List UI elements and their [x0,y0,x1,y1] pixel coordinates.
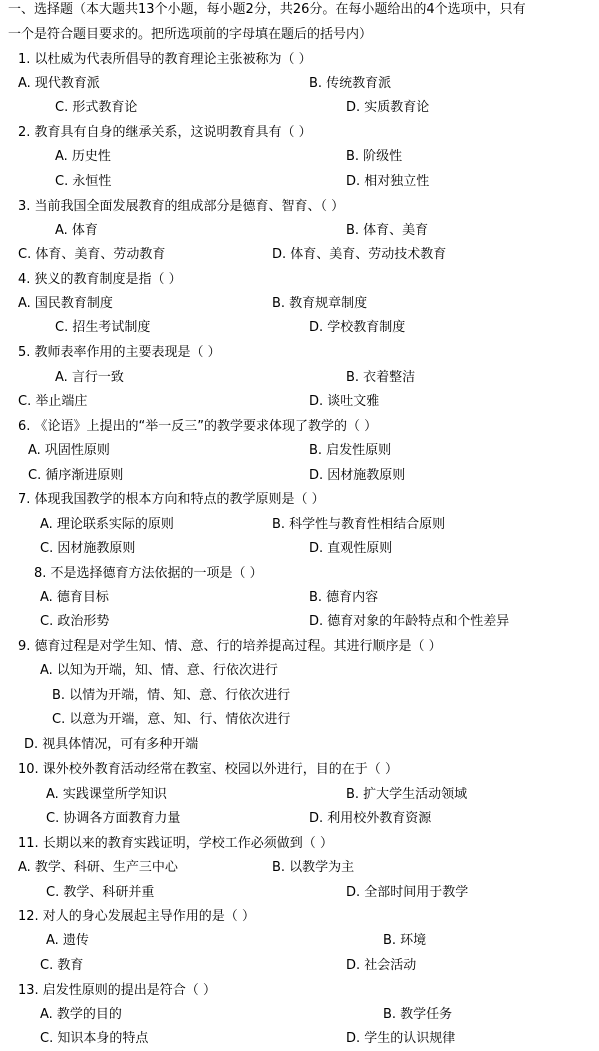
option-d: D. 因材施教原则 [309,468,406,483]
question-stem: 5. 教师表率作用的主要表现是（ ） [18,345,221,360]
section-header-line-1: 一、选择题（本大题共13个小题，每小题2分，共26分。在每小题给出的4个选项中，只有 [8,2,526,17]
option-d: D. 德育对象的年龄特点和个性差异 [309,614,510,629]
option-d: D. 视具体情况，可有多种开端 [24,737,199,752]
option-b: B. 教育规章制度 [272,296,368,311]
question-stem: 13. 启发性原则的提出是符合（ ） [18,983,216,998]
option-c: C. 循序渐进原则 [28,468,124,483]
option-a: A. 体育 [55,223,98,238]
option-b: B. 启发性原则 [309,443,392,458]
option-b: B. 阶级性 [346,149,403,164]
question-stem: 2. 教育具有自身的继承关系，这说明教育具有（ ） [18,125,312,140]
option-d: D. 直观性原则 [309,541,393,556]
question-stem: 10. 课外校外教育活动经常在教室、校园以外进行，目的在于（ ） [18,762,398,777]
option-a: A. 遗传 [46,933,89,948]
option-d: D. 利用校外教育资源 [309,811,432,826]
option-a: A. 教学、科研、生产三中心 [18,860,178,875]
option-d: D. 谈吐文雅 [309,394,380,409]
option-d: D. 体育、美育、劳动技术教育 [272,247,447,262]
option-b: B. 体育、美育 [346,223,429,238]
option-c: C. 举止端庄 [18,394,88,409]
option-a: A. 巩固性原则 [28,443,110,458]
option-a: A. 理论联系实际的原则 [40,517,174,532]
option-c: C. 以意为开端，意、知、行、情依次进行 [52,712,291,727]
option-c: C. 因材施教原则 [40,541,136,556]
question-stem: 12. 对人的身心发展起主导作用的是（ ） [18,909,255,924]
option-d: D. 学生的认识规律 [346,1031,456,1046]
option-a: A. 国民教育制度 [18,296,113,311]
option-a: A. 实践课堂所学知识 [46,787,167,802]
option-a: A. 历史性 [55,149,111,164]
question-stem: 1. 以杜威为代表所倡导的教育理论主张被称为（ ） [18,52,312,67]
option-b: B. 以教学为主 [272,860,355,875]
option-d: D. 实质教育论 [346,100,430,115]
option-d: D. 全部时间用于教学 [346,885,469,900]
question-stem: 8. 不是选择德育方法依据的一项是（ ） [34,566,263,581]
option-b: B. 以情为开端，情、知、意、行依次进行 [52,688,291,703]
option-c: C. 协调各方面教育力量 [46,811,181,826]
option-b: B. 衣着整洁 [346,370,416,385]
question-stem: 7. 体现我国教学的根本方向和特点的教学原则是（ ） [18,492,325,507]
section-header-line-2: 一个是符合题目要求的。把所选项前的字母填在题后的括号内） [8,27,373,42]
option-c: C. 政治形势 [40,614,110,629]
option-d: D. 社会活动 [346,958,417,973]
option-c: C. 知识本身的特点 [40,1031,149,1046]
question-stem: 6. 《论语》上提出的“举一反三”的教学要求体现了教学的（ ） [18,419,378,434]
option-a: A. 教学的目的 [40,1007,122,1022]
question-stem: 11. 长期以来的教育实践证明，学校工作必须做到（ ） [18,836,333,851]
question-stem: 9. 德育过程是对学生知、情、意、行的培养提高过程。其进行顺序是（ ） [18,639,442,654]
question-stem: 3. 当前我国全面发展教育的组成部分是德育、智育、（ ） [18,199,345,214]
option-c: C. 教育 [40,958,84,973]
option-c: C. 教学、科研并重 [46,885,155,900]
option-c: C. 招生考试制度 [55,320,151,335]
option-b: B. 科学性与教育性相结合原则 [272,517,446,532]
option-a: A. 言行一致 [55,370,124,385]
option-c: C. 体育、美育、劳动教育 [18,247,166,262]
option-a: A. 现代教育派 [18,76,100,91]
option-b: B. 环境 [383,933,427,948]
option-b: B. 传统教育派 [309,76,392,91]
option-c: C. 形式教育论 [55,100,138,115]
option-b: B. 扩大学生活动领域 [346,787,468,802]
option-a: A. 以知为开端，知、情、意、行依次进行 [40,663,278,678]
option-d: D. 学校教育制度 [309,320,406,335]
question-stem: 4. 狭义的教育制度是指（ ） [18,272,182,287]
option-d: D. 相对独立性 [346,174,430,189]
option-b: B. 教学任务 [383,1007,453,1022]
option-c: C. 永恒性 [55,174,112,189]
option-a: A. 德育目标 [40,590,109,605]
option-b: B. 德育内容 [309,590,379,605]
